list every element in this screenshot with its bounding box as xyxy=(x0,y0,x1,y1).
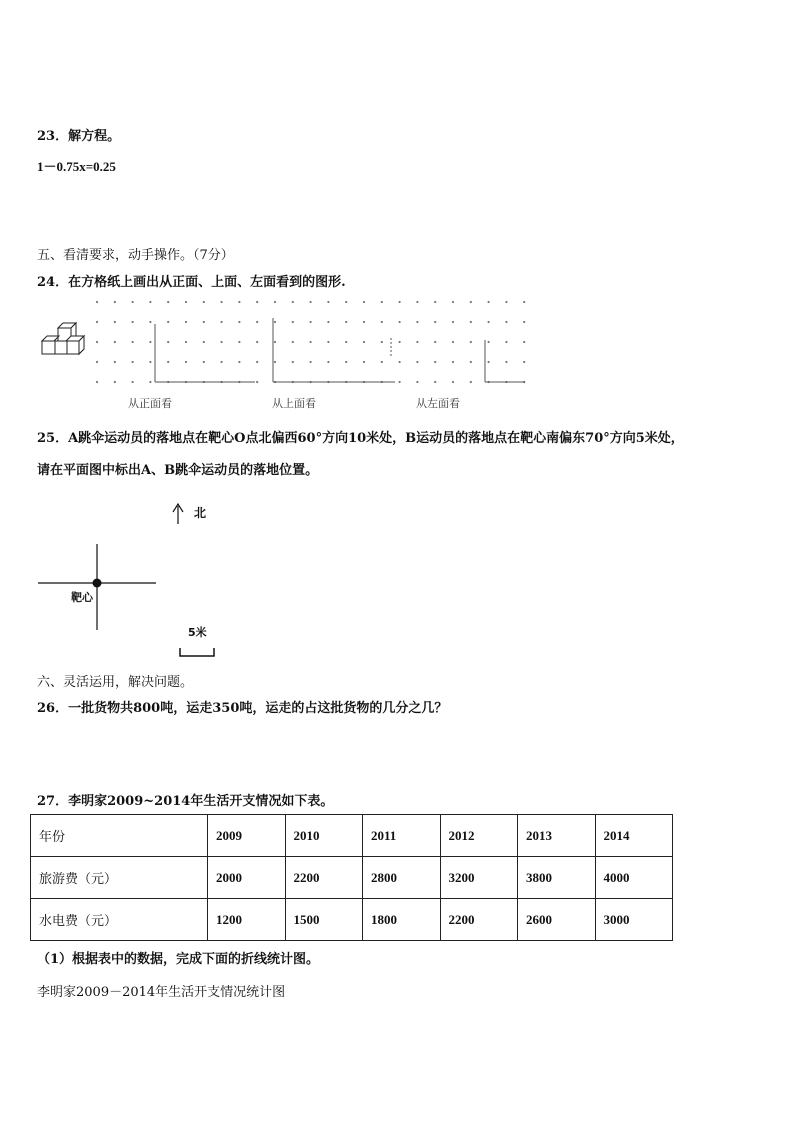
grid-dot xyxy=(203,301,205,303)
table-header-row xyxy=(31,815,673,857)
table-cell: 2010 xyxy=(285,815,363,857)
target-plan[interactable] xyxy=(36,500,256,665)
grid-dot xyxy=(114,321,116,323)
grid-dot xyxy=(505,341,507,343)
caption-front-view: 从正面看 xyxy=(128,397,172,410)
grid-dot xyxy=(238,361,240,363)
grid-dot xyxy=(505,321,507,323)
grid-dot xyxy=(238,301,240,303)
grid-dot xyxy=(132,301,134,303)
q25-line1: 25．A跳伞运动员的落地点在靶心O点北偏西60°方向10米处，B运动员的落地点在靶心南偏东70°方向5米处， xyxy=(37,431,684,446)
table-cell: 2600 xyxy=(518,899,596,941)
table-cell: 年份 xyxy=(31,815,208,857)
grid-dot xyxy=(434,341,436,343)
grid-dot xyxy=(185,301,187,303)
grid-dot xyxy=(149,361,151,363)
table-cell: 水电费（元） xyxy=(31,899,208,941)
grid-dot xyxy=(96,341,98,343)
table-cell: 2014 xyxy=(595,815,673,857)
grid-dot xyxy=(96,381,98,383)
grid-dot xyxy=(452,321,454,323)
table-cell: 3000 xyxy=(595,899,673,941)
grid-dot xyxy=(167,341,169,343)
grid-dot xyxy=(238,321,240,323)
grid-dot xyxy=(132,341,134,343)
grid-dot xyxy=(114,381,116,383)
section5-title: 五、看清要求，动手操作。（7分） xyxy=(37,248,234,263)
grid-dot xyxy=(470,321,472,323)
q27-title: 27．李明家2009~2014年生活开支情况如下表。 xyxy=(37,794,334,809)
grid-dot xyxy=(132,361,134,363)
grid-dot xyxy=(149,341,151,343)
grid-dot xyxy=(96,321,98,323)
q27-chart-title: 李明家2009－2014年生活开支情况统计图 xyxy=(37,985,286,1000)
grid-dot xyxy=(310,361,312,363)
grid-dot xyxy=(416,361,418,363)
grid-dot xyxy=(310,321,312,323)
grid-dot xyxy=(399,361,401,363)
table-cell: 2200 xyxy=(440,899,518,941)
grid-dot xyxy=(256,301,258,303)
scale-label: 5米 xyxy=(188,626,207,639)
grid-dot xyxy=(488,321,490,323)
q25-line2: 请在平面图中标出A、B跳伞运动员的落地位置。 xyxy=(37,463,319,478)
grid-dot xyxy=(167,361,169,363)
grid-dot xyxy=(345,361,347,363)
grid-dot xyxy=(310,301,312,303)
grid-dot xyxy=(345,341,347,343)
table-cell: 1800 xyxy=(363,899,441,941)
grid-dot xyxy=(505,301,507,303)
table-cell: 3800 xyxy=(518,857,596,899)
grid-dot xyxy=(327,301,329,303)
table-cell: 1200 xyxy=(208,899,286,941)
grid-dot xyxy=(434,301,436,303)
grid-dot xyxy=(381,361,383,363)
grid-dot xyxy=(256,321,258,323)
table-cell: 旅游费（元） xyxy=(31,857,208,899)
table-cell: 2200 xyxy=(285,857,363,899)
grid-dot xyxy=(416,341,418,343)
grid-dot xyxy=(221,341,223,343)
grid-dot xyxy=(381,321,383,323)
caption-top-view: 从上面看 xyxy=(272,397,316,410)
grid-dot xyxy=(416,381,418,383)
grid-dot xyxy=(203,341,205,343)
grid-dot xyxy=(256,381,258,383)
table-cell: 2013 xyxy=(518,815,596,857)
expense-table xyxy=(30,814,673,941)
grid-dot xyxy=(185,341,187,343)
table-row xyxy=(31,857,673,899)
grid-dot xyxy=(203,321,205,323)
q23-equation: 1－0.75x=0.25 xyxy=(37,159,116,174)
grid-dot xyxy=(292,361,294,363)
grid-dot xyxy=(416,321,418,323)
grid-dot xyxy=(327,361,329,363)
grid-dot xyxy=(381,301,383,303)
table-cell: 2000 xyxy=(208,857,286,899)
grid-dot xyxy=(310,341,312,343)
grid-dot xyxy=(363,361,365,363)
grid-dot xyxy=(96,301,98,303)
grid-dot xyxy=(292,341,294,343)
grid-dot xyxy=(363,301,365,303)
grid-dot xyxy=(470,341,472,343)
grid-dot xyxy=(399,341,401,343)
q26-title: 26．一批货物共800吨，运走350吨，运走的占这批货物的几分之几？ xyxy=(37,701,448,716)
grid-dot xyxy=(399,301,401,303)
grid-dot xyxy=(203,361,205,363)
grid-dot xyxy=(381,341,383,343)
target-center-label: 靶心 xyxy=(71,591,93,604)
grid-dot xyxy=(416,301,418,303)
grid-dot xyxy=(363,341,365,343)
q23-title: 23．解方程。 xyxy=(37,129,121,144)
grid-dot xyxy=(185,321,187,323)
grid-dot xyxy=(523,321,525,323)
grid-dot xyxy=(274,341,276,343)
table-cell: 2012 xyxy=(440,815,518,857)
grid-dot xyxy=(452,361,454,363)
grid-dot xyxy=(434,381,436,383)
grid-dot xyxy=(470,361,472,363)
table-cell: 2011 xyxy=(363,815,441,857)
grid-dot xyxy=(274,361,276,363)
grid-dot xyxy=(345,321,347,323)
q27-sub1: （1）根据表中的数据，完成下面的折线统计图。 xyxy=(37,952,320,967)
table-cell: 1500 xyxy=(285,899,363,941)
caption-left-view: 从左面看 xyxy=(416,397,460,410)
grid-dot xyxy=(256,361,258,363)
grid-dot xyxy=(221,301,223,303)
grid-dot xyxy=(327,321,329,323)
grid-dot xyxy=(221,321,223,323)
table-cell: 2009 xyxy=(208,815,286,857)
dot-icon xyxy=(93,579,102,588)
grid-dot xyxy=(363,321,365,323)
grid-dot xyxy=(523,361,525,363)
grid-dot xyxy=(399,321,401,323)
grid-dot xyxy=(238,341,240,343)
grid-dot xyxy=(114,341,116,343)
grid-dot xyxy=(132,321,134,323)
grid-dot xyxy=(505,361,507,363)
grid-dot xyxy=(523,301,525,303)
grid-paper[interactable] xyxy=(95,298,527,388)
section6-title: 六、灵活运用，解决问题。 xyxy=(37,675,194,690)
grid-dot xyxy=(167,301,169,303)
grid-dot xyxy=(470,301,472,303)
grid-dot xyxy=(96,361,98,363)
grid-dot xyxy=(488,301,490,303)
table-row xyxy=(31,899,673,941)
grid-dot xyxy=(327,341,329,343)
grid-dot xyxy=(434,361,436,363)
grid-dot xyxy=(221,361,223,363)
grid-dot xyxy=(167,321,169,323)
grid-dot xyxy=(149,321,151,323)
table-cell: 4000 xyxy=(595,857,673,899)
grid-dot xyxy=(434,321,436,323)
grid-dot xyxy=(274,321,276,323)
grid-dot xyxy=(114,361,116,363)
grid-dot xyxy=(452,381,454,383)
grid-dot xyxy=(345,301,347,303)
grid-dot xyxy=(523,341,525,343)
grid-dot xyxy=(292,301,294,303)
q24-title: 24．在方格纸上画出从正面、上面、左面看到的图形. xyxy=(37,275,346,290)
grid-dot xyxy=(488,361,490,363)
grid-dot xyxy=(452,341,454,343)
grid-dot xyxy=(452,301,454,303)
cube-figure xyxy=(40,320,90,360)
grid-dot xyxy=(274,301,276,303)
table-cell: 2800 xyxy=(363,857,441,899)
grid-dot xyxy=(149,381,151,383)
grid-dot xyxy=(114,301,116,303)
grid-dot xyxy=(488,341,490,343)
grid-dot xyxy=(149,301,151,303)
grid-dot xyxy=(399,381,401,383)
grid-dot xyxy=(256,341,258,343)
north-label: 北 xyxy=(194,506,207,520)
grid-dot xyxy=(132,381,134,383)
table-cell: 3200 xyxy=(440,857,518,899)
grid-dot xyxy=(470,381,472,383)
grid-dot xyxy=(292,321,294,323)
grid-dot xyxy=(185,361,187,363)
